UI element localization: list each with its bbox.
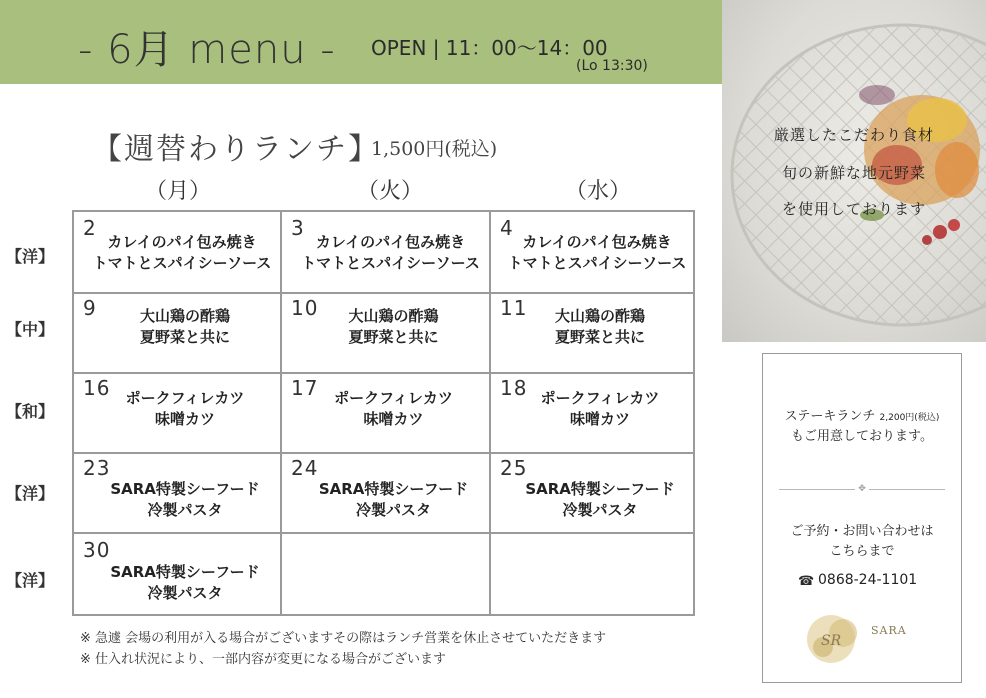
cell-dish (74, 388, 280, 430)
logo-text: SARA (871, 624, 907, 637)
contact-line: ご予約・お問い合わせは (790, 524, 934, 539)
photo-text-line: 旬の新鮮な地元野菜 (781, 164, 926, 182)
dish-line: 夏野菜と共に (554, 328, 645, 346)
cell-dish (74, 232, 280, 274)
day-header-mon: （月） (144, 179, 211, 204)
cell-dish (491, 232, 693, 274)
note-line: ※ 仕入れ状況により、一部内容が変更になる場合がございます (80, 652, 447, 667)
cell-dish (282, 306, 489, 348)
phone-number[interactable]: 0868-24-1101 (818, 572, 918, 588)
day-header-wed: （水） (564, 179, 631, 204)
dish-line: 大山鶏の酢鶏 (554, 307, 645, 325)
menu-cell (491, 374, 693, 454)
contact-line: こちらまで (829, 544, 895, 559)
food-photo (722, 0, 986, 342)
dish-line: 味噌カツ (154, 410, 215, 428)
page-title: - 6月 menu - (78, 27, 336, 73)
menu-cell (74, 294, 282, 374)
cell-date: 3 (291, 216, 305, 240)
telephone-icon: ☎ (798, 574, 815, 589)
cell-date: 9 (83, 296, 97, 320)
menu-grid (72, 210, 695, 616)
cell-date: 17 (291, 376, 319, 400)
menu-cell (282, 374, 491, 454)
dish-line: 大山鶏の酢鶏 (139, 307, 230, 325)
menu-cell (282, 212, 491, 294)
sara-logo-icon (801, 609, 921, 669)
dish-line: トマトとスパイシーソース (507, 254, 687, 272)
photo-text-line: を使用しております (781, 200, 926, 218)
dish-line: 冷製パスタ (562, 501, 638, 519)
photo-text-line: 厳選したこだわり食材 (773, 126, 934, 144)
menu-cell (282, 454, 491, 534)
cell-dish (491, 479, 693, 521)
dish-line: 冷製パスタ (355, 501, 431, 519)
category-label: 【中】 (6, 320, 55, 339)
dish-line: 冷製パスタ (147, 584, 223, 602)
menu-cell (491, 212, 693, 294)
day-header-tue: （火） (356, 179, 423, 204)
cell-dish (74, 306, 280, 348)
cell-date: 11 (500, 296, 528, 320)
cell-dish (74, 562, 280, 604)
lunch-price: 1,500円(税込) (371, 138, 498, 160)
dish-line: 味噌カツ (363, 410, 424, 428)
dish-line: トマトとスパイシーソース (92, 254, 272, 272)
open-hours: OPEN | 11：00～14：00 (371, 36, 608, 60)
menu-cell (74, 374, 282, 454)
menu-cell (74, 212, 282, 294)
cell-date: 18 (500, 376, 528, 400)
menu-cell (491, 534, 693, 614)
notes (80, 628, 606, 670)
menu-cell (282, 294, 491, 374)
cell-date: 16 (83, 376, 111, 400)
lunch-title: 【週替わりランチ】 (92, 132, 380, 167)
cell-dish (74, 479, 280, 521)
category-label: 【洋】 (6, 571, 55, 590)
category-label: 【洋】 (6, 484, 55, 503)
dish-line: 夏野菜と共に (348, 328, 439, 346)
dish-line: ポークフィレカツ (540, 389, 660, 407)
cell-dish (491, 388, 693, 430)
steak-lunch-line (763, 405, 961, 424)
dish-line: ポークフィレカツ (125, 389, 245, 407)
cell-date: 23 (83, 456, 111, 480)
cell-date: 24 (291, 456, 319, 480)
category-label: 【洋】 (6, 247, 55, 266)
steak-lunch-price: 2,200円(税込) (879, 413, 940, 423)
steak-lunch-label: ステーキランチ (784, 409, 876, 424)
info-card (762, 353, 962, 683)
dish-line: トマトとスパイシーソース (301, 254, 480, 272)
dish-line: SARA特製シーフード (110, 480, 260, 498)
cell-date: 2 (83, 216, 97, 240)
dish-line: カレイのパイ包み焼き (107, 233, 257, 251)
dish-line: 夏野菜と共に (139, 328, 230, 346)
svg-text:SR: SR (821, 633, 842, 649)
dish-line: SARA特製シーフード (318, 480, 469, 498)
menu-cell (282, 534, 491, 614)
cell-date: 4 (500, 216, 514, 240)
dish-line: 大山鶏の酢鶏 (348, 307, 439, 325)
cell-dish (282, 479, 489, 521)
last-order: (Lo 13:30) (576, 58, 648, 74)
cell-dish (282, 232, 489, 274)
dish-line: ポークフィレカツ (334, 389, 453, 407)
dish-line: 味噌カツ (569, 410, 630, 428)
dish-line: SARA特製シーフード (525, 480, 675, 498)
dish-line: カレイのパイ包み焼き (522, 233, 672, 251)
menu-cell (74, 534, 282, 614)
divider-ornament-icon: ✥ (855, 484, 869, 494)
dish-line: SARA特製シーフード (110, 563, 260, 581)
cell-date: 25 (500, 456, 528, 480)
dish-line: カレイのパイ包み焼き (315, 233, 466, 251)
menu-cell (74, 454, 282, 534)
cell-date: 10 (291, 296, 319, 320)
menu-cell (491, 454, 693, 534)
cell-dish (282, 388, 489, 430)
category-label: 【和】 (6, 402, 55, 421)
dish-line: 冷製パスタ (147, 501, 223, 519)
cell-date: 30 (83, 538, 111, 562)
menu-cell (491, 294, 693, 374)
note-line: ※ 急遽 会場の利用が入る場合がございますその際はランチ営業を休止させていただきます (80, 631, 607, 646)
cell-dish (491, 306, 693, 348)
steak-lunch-line2: もご用意しております。 (791, 429, 933, 444)
